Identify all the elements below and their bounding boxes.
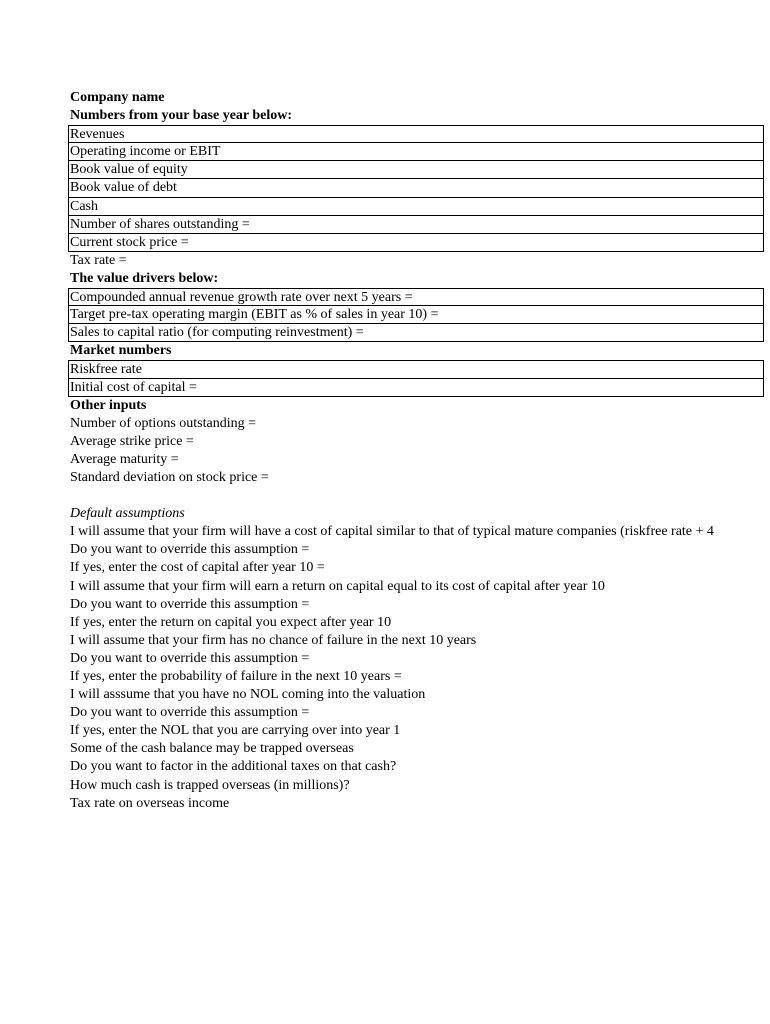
blank-row xyxy=(68,487,770,505)
other-inputs-heading: Other inputs xyxy=(70,397,147,413)
value-driver-operating-margin[interactable]: Target pre-tax operating margin (EBIT as % of sales in year 10) = xyxy=(68,306,764,324)
other-input-options[interactable]: Number of options outstanding = xyxy=(70,415,256,431)
market-riskfree-rate[interactable]: Riskfree rate xyxy=(68,360,764,378)
assumption-row[interactable]: I will assume that your firm will earn a return on capital equal to its cost of capital after year 10 xyxy=(70,578,605,594)
assumption-row[interactable]: I will asssume that you have no NOL coming into the valuation xyxy=(70,687,426,703)
base-year-item-book-debt[interactable]: Book value of debt xyxy=(68,179,764,197)
assumption-row[interactable]: If yes, enter the return on capital you expect after year 10 xyxy=(70,614,392,630)
assumption-row[interactable]: Do you want to override this assumption = xyxy=(70,596,310,612)
spreadsheet-sheet xyxy=(68,89,770,813)
base-year-item-stock-price[interactable]: Current stock price = xyxy=(68,234,764,252)
base-year-item-book-equity[interactable]: Book value of equity xyxy=(68,161,764,179)
value-driver-revenue-growth[interactable]: Compounded annual revenue growth rate over next 5 years = xyxy=(68,288,764,306)
market-numbers-heading: Market numbers xyxy=(70,343,172,359)
value-driver-sales-to-capital[interactable]: Sales to capital ratio (for computing reinvestment) = xyxy=(68,324,764,342)
other-input-maturity[interactable]: Average maturity = xyxy=(70,451,179,467)
assumption-row[interactable]: How much cash is trapped overseas (in millions)? xyxy=(70,777,350,793)
other-input-strike-price[interactable]: Average strike price = xyxy=(70,433,194,449)
assumption-row[interactable]: Do you want to factor in the additional taxes on that cash? xyxy=(70,759,397,775)
market-cost-of-capital[interactable]: Initial cost of capital = xyxy=(68,379,764,397)
assumption-row[interactable]: Tax rate on overseas income xyxy=(70,795,230,811)
base-year-item-ebit[interactable]: Operating income or EBIT xyxy=(68,143,764,161)
assumption-row[interactable]: I will assume that your firm has no chance of failure in the next 10 years xyxy=(70,632,477,648)
assumption-row[interactable]: Some of the cash balance may be trapped overseas xyxy=(70,741,354,757)
other-input-std-dev[interactable]: Standard deviation on stock price = xyxy=(70,469,269,485)
assumption-row[interactable]: If yes, enter the cost of capital after year 10 = xyxy=(70,560,325,576)
assumption-row[interactable]: If yes, enter the probability of failure in the next 10 years = xyxy=(70,669,402,684)
base-year-item-revenues[interactable]: Revenues xyxy=(68,125,764,143)
value-drivers-heading: The value drivers below: xyxy=(70,270,219,286)
assumption-row[interactable]: Do you want to override this assumption = xyxy=(70,705,310,721)
base-year-item-shares[interactable]: Number of shares outstanding = xyxy=(68,216,764,234)
assumption-row[interactable]: If yes, enter the NOL that you are carrying over into year 1 xyxy=(70,723,401,739)
base-year-heading: Numbers from your base year below: xyxy=(70,108,293,124)
tax-rate-label[interactable]: Tax rate = xyxy=(70,252,127,268)
company-name-label: Company name xyxy=(70,90,165,105)
assumption-row[interactable]: Do you want to override this assumption = xyxy=(70,542,310,558)
assumption-row[interactable]: I will assume that your firm will have a cost of capital similar to that of typical mature companies (riskfree rate + 4 xyxy=(70,524,714,540)
base-year-item-cash[interactable]: Cash xyxy=(68,198,764,216)
default-assumptions-heading: Default assumptions xyxy=(70,506,185,522)
assumption-row[interactable]: Do you want to override this assumption = xyxy=(70,650,310,666)
